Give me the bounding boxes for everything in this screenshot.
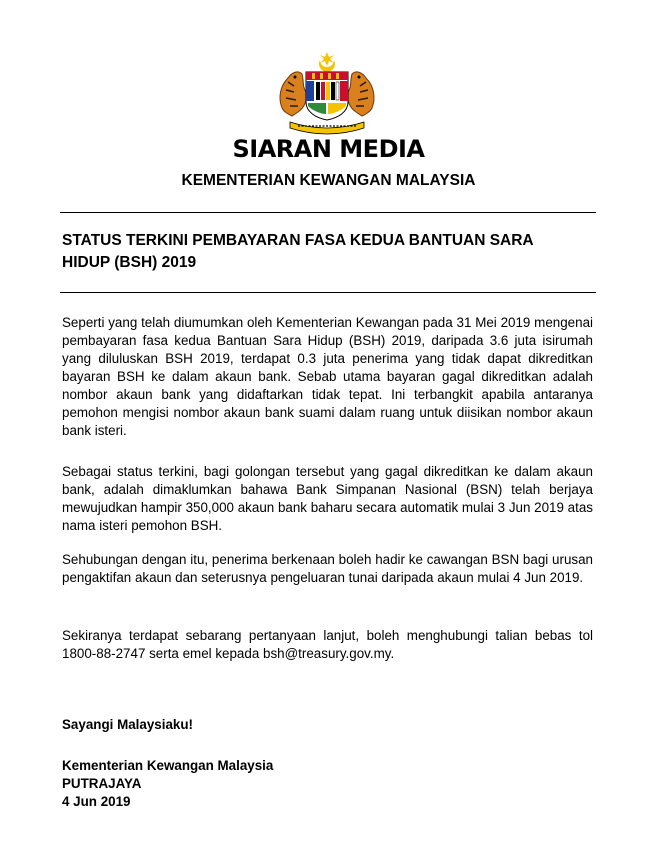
divider-bottom	[60, 292, 596, 293]
page-title: SIARAN MEDIA	[232, 135, 425, 163]
closing-slogan: Sayangi Malaysiaku!	[62, 717, 193, 732]
signature-ministry: Kementerian Kewangan Malaysia	[62, 758, 274, 773]
ministry-subtitle: KEMENTERIAN KEWANGAN MALAYSIA	[181, 172, 476, 189]
release-headline: STATUS TERKINI PEMBAYARAN FASA KEDUA BANTUAN SARA HIDUP (BSH) 2019	[62, 232, 534, 271]
malaysia-coat-of-arms-icon	[268, 50, 386, 136]
signature-date: 4 Jun 2019	[62, 794, 131, 809]
divider-top	[60, 212, 596, 213]
body-paragraph-4: Sekiranya terdapat sebarang pertanyaan lanjut, boleh menghubungi talian bebas tol 1800-88-2747 serta emel kepada bsh@treasury.gov.my.	[62, 628, 593, 661]
body-paragraph-2: Sebagai status terkini, bagi golongan tersebut yang gagal dikreditkan ke dalam akaun bank, adalah dimaklumkan bahawa Bank Simpanan Nasional (BSN) telah berjaya mewujudkan hampir 350,000 akaun bank baharu secara automatik mulai 3 Jun 2019 atas nama isteri pemohon BSH.	[62, 464, 593, 533]
body-paragraph-1: Seperti yang telah diumumkan oleh Kementerian Kewangan pada 31 Mei 2019 mengenai pembayaran fasa kedua Bantuan Sara Hidup (BSH) 2019, daripada 3.6 juta isirumah yang diluluskan BSH 2019, terdapat 0.3 juta penerima yang tidak dapat dikreditkan bayaran BSH ke dalam akaun bank. Sebab utama bayaran gagal dikreditkan adalah nombor akaun bank yang didaftarkan tidak tepat. Ini terbangkit apabila antaranya pemohon mengisi nombor akaun bank suami dalam ruang untuk diisikan nombor akaun bank isteri.	[62, 315, 593, 438]
body-paragraph-3: Sehubungan dengan itu, penerima berkenaan boleh hadir ke cawangan BSN bagi urusan pengaktifan akaun dan seterusnya pengeluaran tunai daripada akaun mulai 4 Jun 2019.	[62, 552, 593, 585]
signature-city: PUTRAJAYA	[62, 776, 142, 791]
